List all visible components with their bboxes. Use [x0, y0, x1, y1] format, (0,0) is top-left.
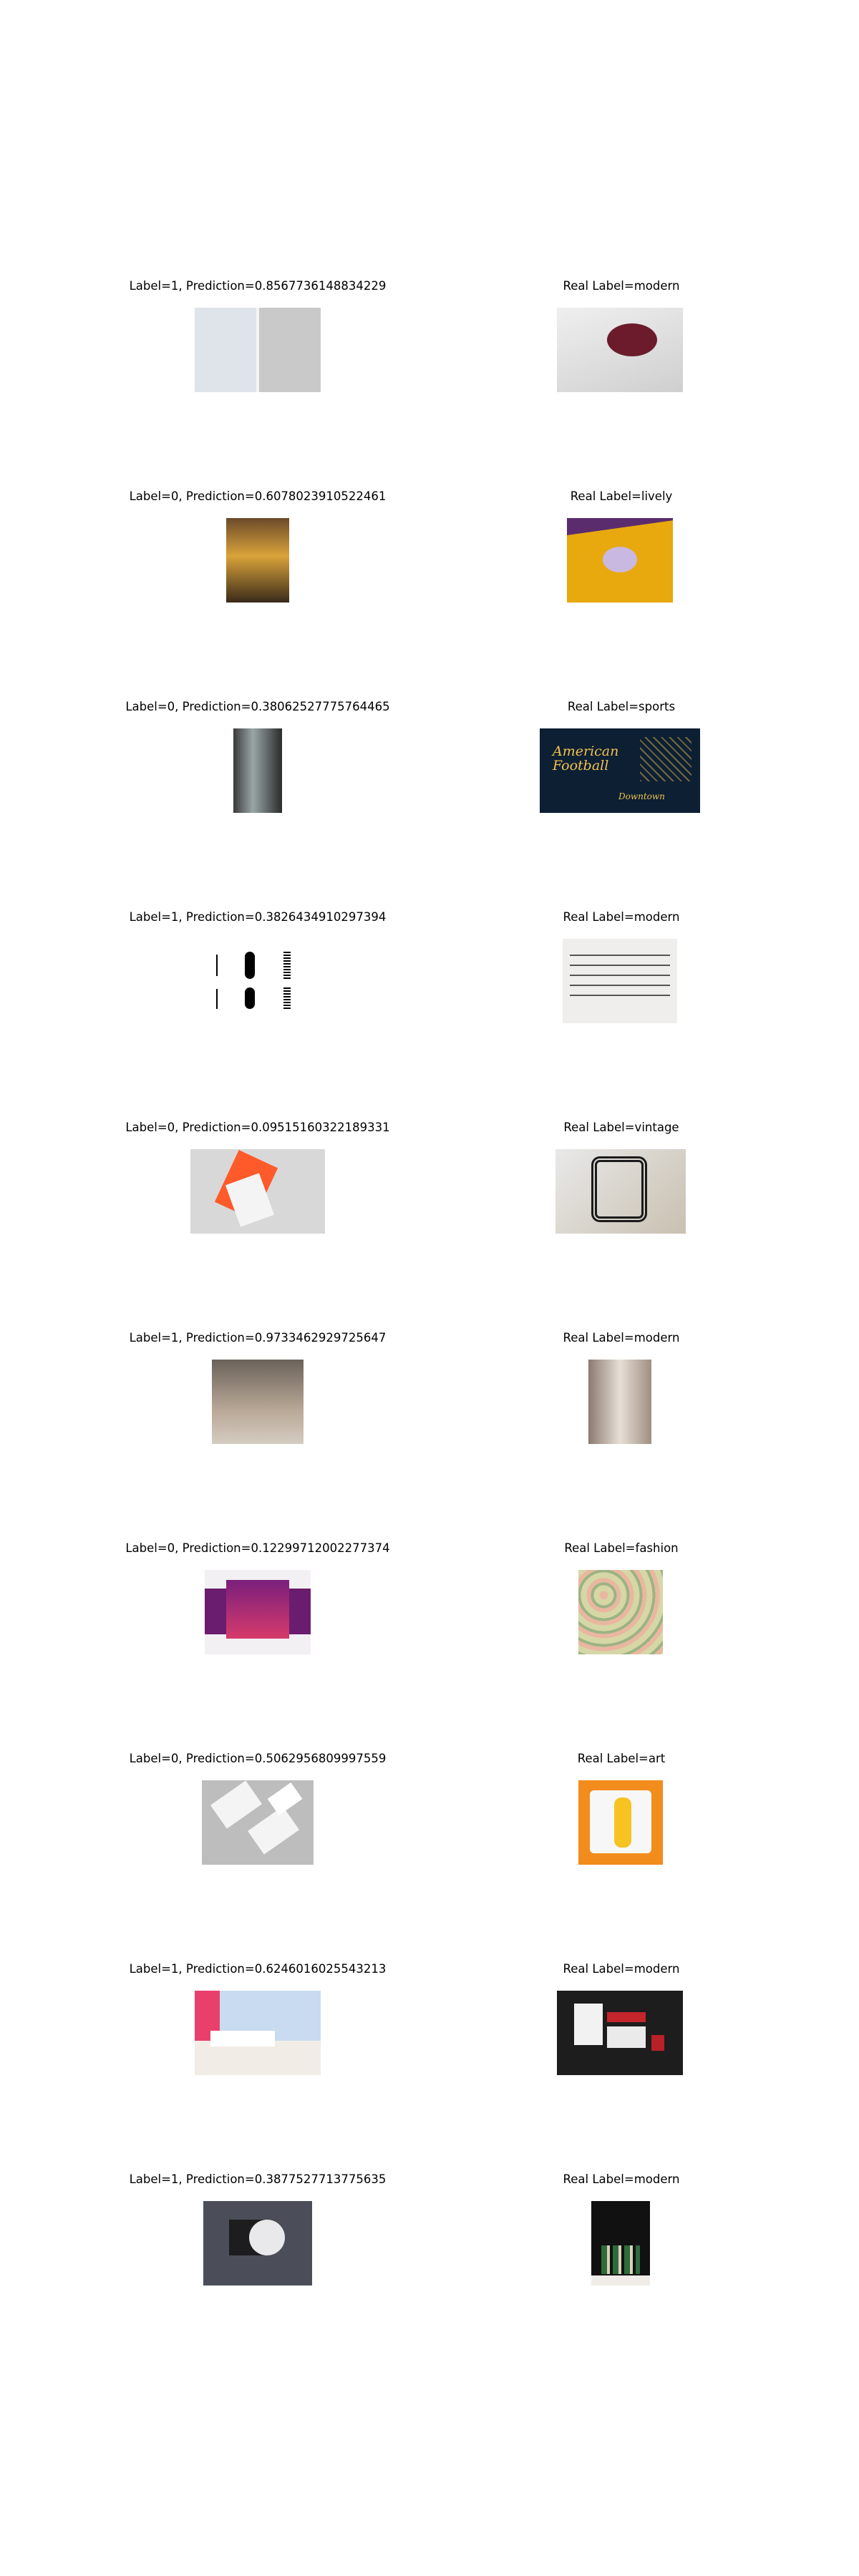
image-placeholder — [202, 1780, 314, 1865]
row-4-right-title-cell — [407, 1121, 836, 1135]
monogram-badge-shape — [591, 1156, 647, 1222]
image-placeholder — [557, 1991, 683, 2075]
card-shape — [268, 1782, 303, 1815]
row-9-left-image — [203, 2201, 312, 2285]
row-6-right-title-cell — [407, 1541, 836, 1556]
image-placeholder — [226, 518, 289, 602]
surface-shape — [591, 2275, 650, 2285]
real-label-title: Real Label=fashion — [564, 1541, 679, 1555]
real-label-title: Real Label=modern — [563, 1331, 680, 1345]
real-label-title: Real Label=modern — [563, 2172, 680, 2186]
stationery-shape — [651, 2035, 664, 2051]
row-3-right-title-cell — [407, 910, 836, 924]
row-3-left-image — [205, 939, 311, 1023]
football-poster-line2: Football — [553, 758, 609, 774]
real-label-title: Real Label=vintage — [563, 1121, 679, 1134]
real-label-title: Real Label=modern — [563, 1962, 680, 1976]
prediction-title: Label=1, Prediction=0.6246016025543213 — [129, 1962, 387, 1976]
football-poster-line3: Downtown — [618, 791, 665, 801]
image-placeholder — [555, 1149, 686, 1234]
row-7-left-image — [202, 1780, 314, 1865]
card-shape — [210, 1780, 262, 1828]
prediction-title: Label=0, Prediction=0.5062956809997559 — [129, 1752, 387, 1765]
row-7-right-image — [578, 1780, 663, 1865]
prediction-title: Label=1, Prediction=0.3826434910297394 — [129, 910, 387, 924]
row-0-left-image — [195, 308, 321, 392]
image-placeholder — [212, 1360, 304, 1444]
image-placeholder — [578, 1570, 663, 1654]
image-placeholder — [205, 939, 311, 1023]
figure-shape — [614, 1797, 631, 1848]
real-label-title: Real Label=modern — [563, 910, 680, 924]
row-1-right-image — [567, 518, 673, 602]
row-2-right-image — [540, 728, 700, 813]
row-6-left-image — [205, 1570, 311, 1654]
card-shape — [226, 1580, 289, 1639]
card-shape — [248, 1806, 299, 1854]
row-3-right-image — [563, 939, 677, 1023]
row-2-right-title-cell — [407, 700, 836, 714]
real-label-title: Real Label=lively — [570, 489, 673, 503]
prediction-title: Label=0, Prediction=0.6078023910522461 — [129, 489, 387, 503]
row-5-left-image — [212, 1360, 304, 1444]
image-placeholder — [205, 1570, 311, 1654]
row-1-left-image — [226, 518, 289, 602]
row-9-right-image — [591, 2201, 650, 2285]
row-5-right-image — [588, 1360, 651, 1444]
image-placeholder — [557, 308, 683, 392]
row-0-right-image — [557, 308, 683, 392]
poster-pattern-shape — [640, 737, 691, 781]
prediction-title: Label=1, Prediction=0.8567736148834229 — [129, 279, 387, 293]
prediction-title: Label=0, Prediction=0.12299712002277374 — [125, 1541, 390, 1555]
glyph-stroke — [216, 955, 218, 976]
prediction-title: Label=0, Prediction=0.09515160322189331 — [125, 1121, 390, 1134]
real-label-title: Real Label=art — [577, 1752, 666, 1765]
row-8-right-image — [557, 1991, 683, 2075]
row-0-right-title-cell — [407, 279, 836, 293]
image-placeholder — [588, 1360, 651, 1444]
image-placeholder — [563, 939, 677, 1023]
stationery-shape — [574, 2004, 603, 2045]
row-8-right-title-cell — [407, 1962, 836, 1976]
record-disc-shape — [607, 323, 657, 356]
prediction-title: Label=1, Prediction=0.9733462929725647 — [129, 1331, 387, 1345]
prediction-title: Label=1, Prediction=0.3877527713775635 — [129, 2172, 387, 2186]
glyph-stroke — [283, 987, 291, 1009]
glyph-stroke — [245, 987, 255, 1009]
row-1-right-title-cell — [407, 489, 836, 504]
glyph-stroke — [283, 952, 291, 979]
real-label-title: Real Label=sports — [567, 700, 676, 713]
row-8-left-image — [195, 1991, 321, 2075]
image-placeholder — [190, 1149, 325, 1234]
row-4-right-image — [555, 1149, 686, 1234]
row-2-left-image — [233, 728, 282, 813]
row-5-right-title-cell — [407, 1331, 836, 1345]
prediction-title: Label=0, Prediction=0.38062527775764465 — [125, 700, 390, 713]
row-9-right-title-cell — [407, 2172, 836, 2187]
stationery-shape — [607, 2012, 646, 2022]
football-poster-line1: American — [553, 743, 619, 759]
cd-disc-shape — [249, 2220, 285, 2255]
glyph-stroke — [245, 952, 255, 979]
row-7-right-title-cell — [407, 1752, 836, 1766]
image-placeholder — [567, 518, 673, 602]
stationery-shape — [607, 2026, 646, 2048]
image-placeholder — [540, 728, 700, 813]
object-shape — [603, 547, 637, 572]
glyph-stroke — [216, 989, 218, 1009]
image-placeholder — [578, 1780, 663, 1865]
row-4-left-image — [190, 1149, 325, 1234]
image-placeholder — [233, 728, 282, 813]
paper-stack-shape — [210, 2031, 275, 2046]
real-label-title: Real Label=modern — [563, 279, 680, 293]
image-placeholder — [203, 2201, 312, 2285]
image-placeholder — [195, 1991, 321, 2075]
type-specimen-lines — [570, 949, 670, 999]
image-placeholder — [591, 2201, 650, 2285]
purple-band-shape — [567, 518, 673, 535]
row-6-right-image — [578, 1570, 663, 1654]
product-shape — [601, 2245, 640, 2274]
image-placeholder — [195, 308, 321, 392]
